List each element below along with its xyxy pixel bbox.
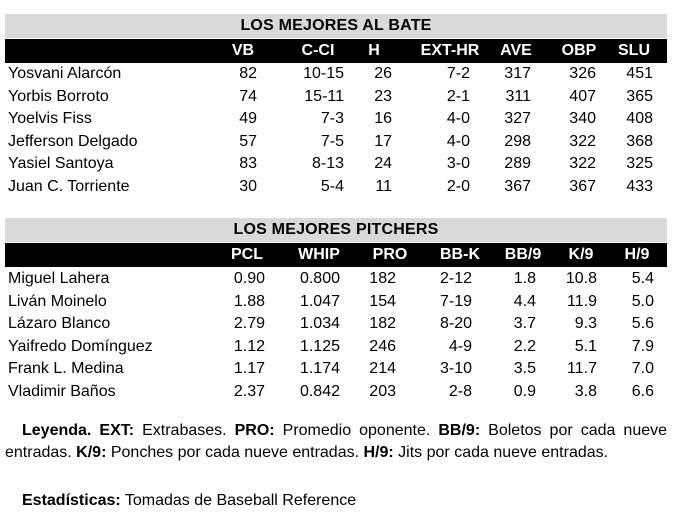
player-name: Yorbis Borroto <box>8 87 109 105</box>
batting-cell-ave: 311 <box>505 87 531 105</box>
batting-cell-ave: 327 <box>504 110 531 128</box>
player-name: Yosvani Alarcón <box>8 65 122 82</box>
player-name: Vladimir Baños <box>8 383 116 400</box>
batting-row <box>5 130 667 153</box>
player-name: Yasiel Santoya <box>8 155 114 173</box>
batting-header-exthr: EXT-HR <box>420 42 480 59</box>
pitching-cell-k9: 11.9 <box>567 292 597 310</box>
batting-row <box>5 62 667 85</box>
batting-header-slu: SLU <box>618 42 650 59</box>
batting-cell-vb: 49 <box>239 110 257 128</box>
batting-cell-h: 24 <box>374 155 392 173</box>
player-name: Liván Moinelo <box>8 292 107 310</box>
batting-header-obp: OBP <box>561 42 597 59</box>
player-name: Frank L. Medina <box>8 360 124 378</box>
batting-header-row <box>5 39 667 63</box>
batting-cell-cci: 15-11 <box>304 87 344 105</box>
pitching-header-row <box>5 243 667 267</box>
pitching-cell-whip: 0.800 <box>299 270 340 287</box>
batting-cell-obp: 367 <box>569 178 596 195</box>
batting-cell-cci: 5-4 <box>320 178 344 195</box>
legend-source <box>5 490 667 512</box>
batting-row <box>5 85 667 108</box>
batting-cell-cci: 7-3 <box>320 110 344 128</box>
legend-stats-key: Estadísticas: <box>22 492 121 509</box>
pitching-cell-whip: 1.034 <box>299 315 340 333</box>
legend-label: Leyenda. <box>22 422 92 439</box>
batting-cell-obp: 322 <box>569 132 596 150</box>
legend-paragraph <box>5 420 667 464</box>
batting-cell-exthr: 7-2 <box>446 65 470 82</box>
pitching-row <box>5 357 667 380</box>
batting-header-ave: AVE <box>500 42 532 59</box>
legend-k9-key: K/9: <box>76 444 107 461</box>
batting-cell-h: 16 <box>374 110 392 128</box>
pitching-header-k9: K/9 <box>568 246 594 263</box>
pitching-cell-bb9: 3.5 <box>513 360 536 378</box>
player-name: Juan C. Torriente <box>8 178 130 195</box>
pitching-cell-bb9: 0.9 <box>513 383 536 400</box>
pitching-cell-whip: 0.842 <box>299 383 340 400</box>
legend-h9-key: H/9: <box>363 444 394 461</box>
batting-cell-exthr: 2-0 <box>446 178 470 195</box>
pitching-header-bb9: BB/9 <box>504 246 542 263</box>
pitching-cell-h9: 7.9 <box>631 337 654 355</box>
pitching-header-whip: WHIP <box>298 246 340 263</box>
batting-row <box>5 152 667 175</box>
legend-h9-value: Jits por cada nueve entradas. <box>398 444 609 461</box>
pitching-header-pro: PRO <box>372 246 408 263</box>
pitching-cell-pcl: 2.37 <box>233 383 265 400</box>
player-name: Yaifredo Domínguez <box>8 337 153 355</box>
pitching-cell-bbk: 8-20 <box>439 315 472 333</box>
batting-cell-vb: 83 <box>239 155 257 173</box>
batting-cell-slu: 433 <box>626 178 653 195</box>
batting-cell-vb: 30 <box>239 178 257 195</box>
batting-row <box>5 107 667 130</box>
pitching-cell-whip: 1.047 <box>299 292 340 310</box>
pitching-cell-bbk: 7-19 <box>439 292 472 310</box>
player-name: Miguel Lahera <box>8 270 110 287</box>
pitching-cell-pcl: 1.88 <box>233 292 265 310</box>
batting-cell-ave: 298 <box>504 132 531 150</box>
batting-row <box>5 175 667 198</box>
batting-cell-h: 11 <box>375 178 392 195</box>
pitching-title: LOS MEJORES PITCHERS <box>5 218 667 242</box>
batting-header-vb: VB <box>231 42 255 59</box>
batting-cell-ave: 367 <box>504 178 531 195</box>
pitching-cell-h9: 6.6 <box>631 383 654 400</box>
legend-ext-key: EXT: <box>99 422 135 439</box>
pitching-cell-bbk: 2-12 <box>439 270 472 287</box>
pitching-cell-pro: 203 <box>369 383 396 400</box>
batting-cell-ave: 317 <box>504 65 531 82</box>
pitching-cell-bb9: 3.7 <box>513 315 536 333</box>
pitching-cell-h9: 7.0 <box>631 360 654 378</box>
pitching-cell-bbk: 3-10 <box>439 360 472 378</box>
pitching-cell-pro: 154 <box>369 292 396 310</box>
batting-header-h: H <box>368 42 380 59</box>
batting-cell-slu: 365 <box>626 87 653 105</box>
batting-cell-slu: 408 <box>626 110 653 128</box>
pitching-cell-pcl: 2.79 <box>233 315 265 333</box>
pitching-row <box>5 380 667 403</box>
batting-cell-obp: 322 <box>569 155 596 173</box>
pitching-cell-pcl: 0.90 <box>233 270 265 287</box>
batting-cell-obp: 407 <box>569 87 596 105</box>
batting-cell-h: 17 <box>374 132 392 150</box>
pitching-cell-bb9: 1.8 <box>513 270 536 287</box>
batting-cell-exthr: 4-0 <box>446 110 470 128</box>
legend-ext-value: Extrabases. <box>142 422 227 439</box>
player-name: Yoelvis Fiss <box>8 110 92 128</box>
pitching-cell-bbk: 4-9 <box>448 337 472 355</box>
pitching-cell-bbk: 2-8 <box>448 383 472 400</box>
batting-cell-exthr: 2-1 <box>446 87 470 105</box>
batting-cell-h: 23 <box>374 87 392 105</box>
pitching-cell-pcl: 1.12 <box>233 337 265 355</box>
pitching-row <box>5 290 667 313</box>
batting-cell-vb: 82 <box>239 65 257 82</box>
legend-pro-key: PRO: <box>234 422 275 439</box>
batting-cell-vb: 74 <box>239 87 257 105</box>
batting-cell-slu: 325 <box>626 155 653 173</box>
batting-cell-obp: 340 <box>569 110 596 128</box>
batting-cell-cci: 10-15 <box>303 65 344 82</box>
pitching-header-pcl: PCL <box>231 246 263 263</box>
player-name: Jefferson Delgado <box>8 132 138 150</box>
player-name: Lázaro Blanco <box>8 315 111 333</box>
batting-cell-exthr: 3-0 <box>446 155 470 173</box>
legend-stats-value: Tomadas de Baseball Reference <box>124 492 357 509</box>
pitching-cell-bb9: 2.2 <box>513 337 536 355</box>
batting-cell-cci: 7-5 <box>320 132 344 150</box>
pitching-cell-k9: 10.8 <box>565 270 597 287</box>
pitching-cell-pro: 182 <box>369 315 396 333</box>
batting-cell-slu: 368 <box>626 132 653 150</box>
legend-pro-value: Promedio oponente. <box>282 422 431 439</box>
pitching-cell-pcl: 1.17 <box>233 360 265 378</box>
pitching-header-bbk: BB-K <box>440 246 480 263</box>
legend-bb9-key: BB/9: <box>438 422 481 439</box>
pitching-cell-h9: 5.4 <box>631 270 654 287</box>
batting-title: LOS MEJORES AL BATE <box>5 14 667 38</box>
batting-cell-vb: 57 <box>239 132 257 150</box>
legend-bb9-value: Boletos por cada nueve entradas. <box>5 422 668 461</box>
pitching-header-h9: H/9 <box>624 246 650 263</box>
pitching-cell-k9: 5.1 <box>574 337 597 355</box>
batting-cell-exthr: 4-0 <box>446 132 470 150</box>
batting-cell-ave: 289 <box>504 155 531 173</box>
pitching-cell-pro: 182 <box>369 270 396 287</box>
pitching-cell-whip: 1.125 <box>299 337 340 355</box>
batting-cell-h: 26 <box>374 65 392 82</box>
pitching-cell-k9: 3.8 <box>574 383 597 400</box>
pitching-cell-h9: 5.0 <box>631 292 654 310</box>
pitching-cell-whip: 1.174 <box>299 360 340 378</box>
batting-cell-cci: 8-13 <box>311 155 344 173</box>
pitching-cell-k9: 11.7 <box>567 360 597 378</box>
batting-cell-obp: 326 <box>569 65 596 82</box>
batting-header-cci: C-CI <box>301 42 335 59</box>
pitching-row <box>5 267 667 290</box>
batting-cell-slu: 451 <box>626 65 653 82</box>
pitching-cell-pro: 214 <box>369 360 396 378</box>
pitching-cell-h9: 5.6 <box>631 315 654 333</box>
pitching-row <box>5 335 667 358</box>
pitching-cell-pro: 246 <box>369 337 396 355</box>
pitching-row <box>5 312 667 335</box>
pitching-cell-bb9: 4.4 <box>513 292 536 310</box>
pitching-cell-k9: 9.3 <box>574 315 597 333</box>
legend-k9-value: Ponches por cada nueve entradas. <box>110 444 360 461</box>
